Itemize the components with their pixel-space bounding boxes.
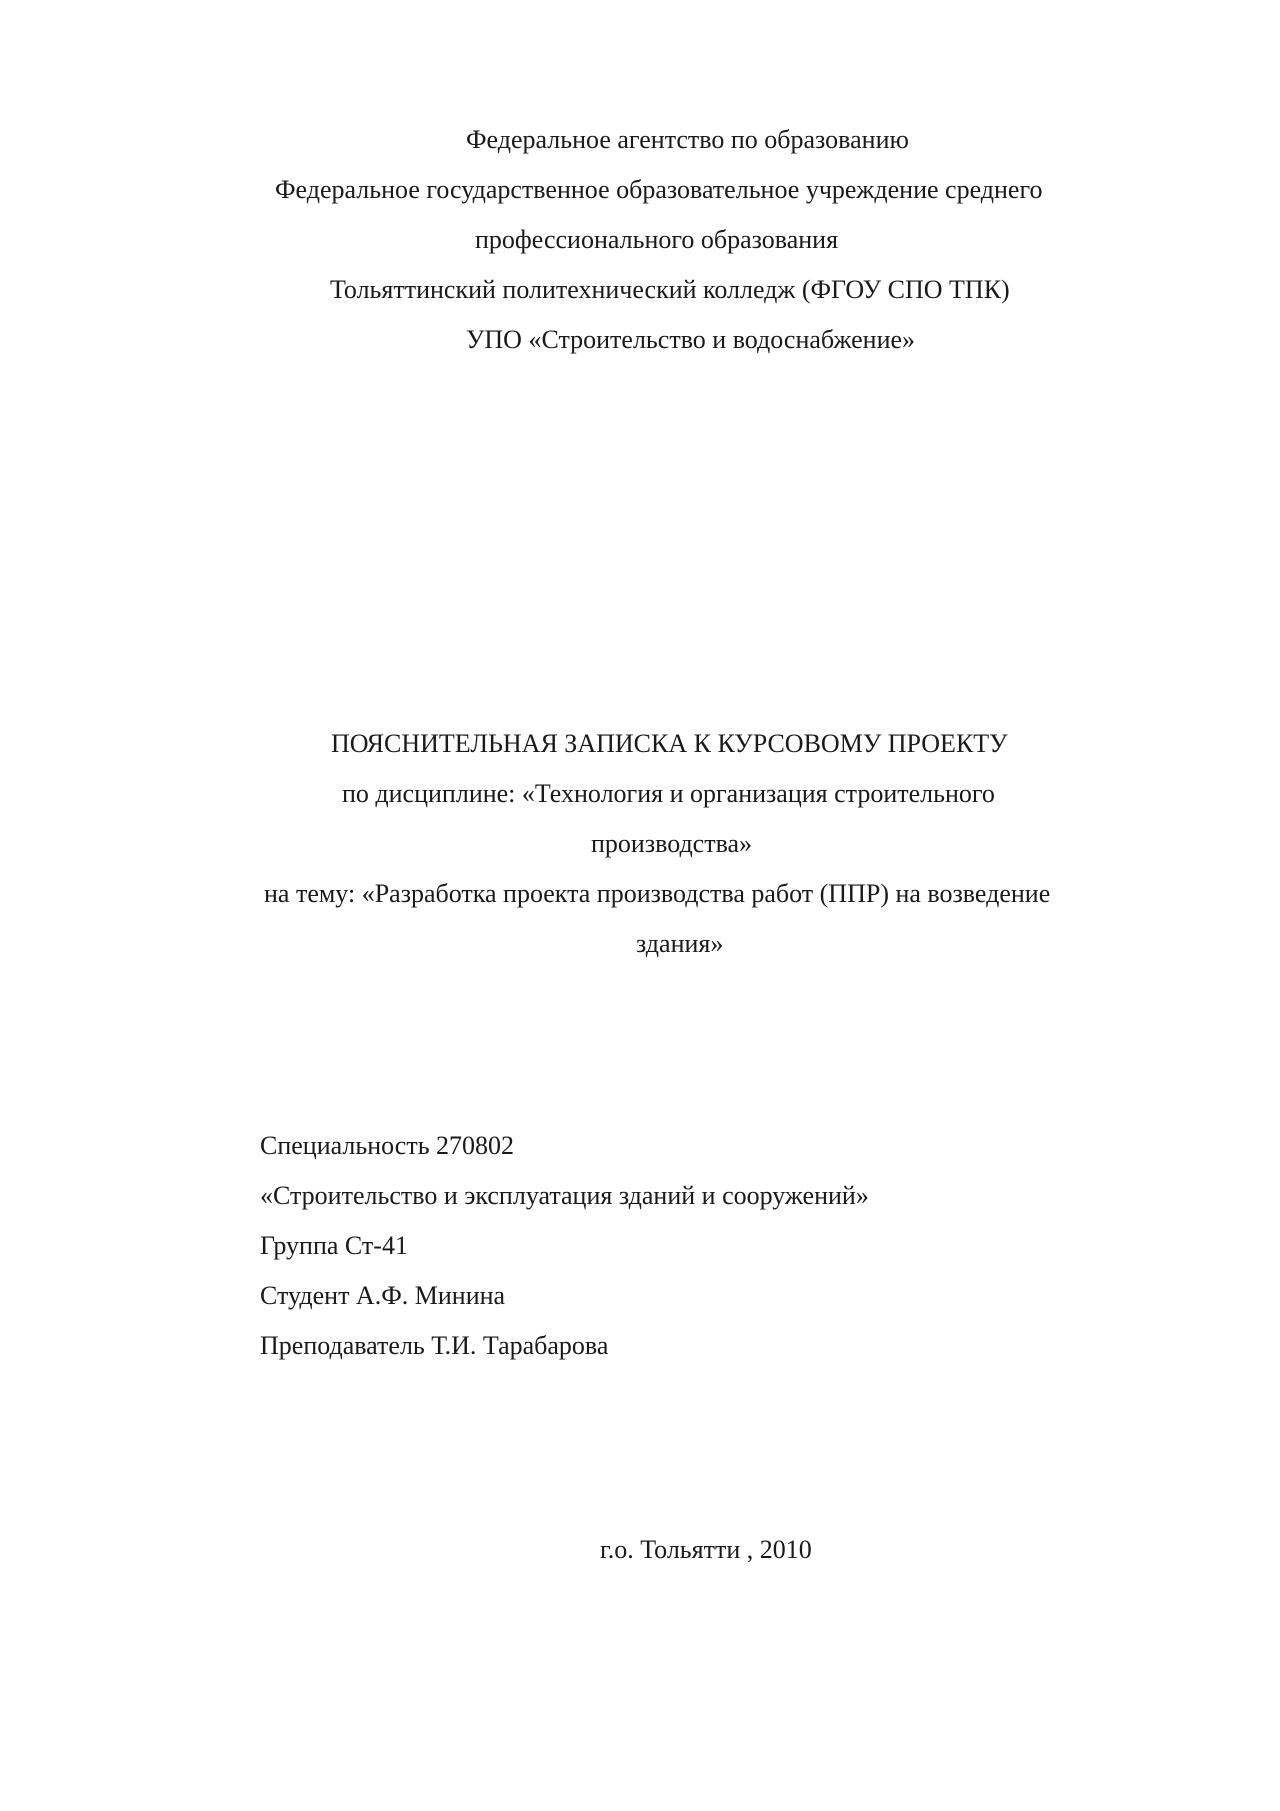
student-name: Студент А.Ф. Минина	[260, 1281, 506, 1310]
agency-name: Федеральное агентство по образованию	[466, 125, 909, 154]
institution-name-line2: профессионального образования	[475, 225, 839, 254]
city-year: г.о. Тольятти , 2010	[600, 1535, 812, 1564]
topic-line2: здания»	[636, 929, 724, 958]
topic-line1: на тему: «Разработка проекта производства работ (ППР) на возведение	[264, 879, 1051, 908]
discipline-line1: по дисциплине: «Технология и организация строительного	[342, 779, 995, 808]
discipline-line2: производства»	[591, 829, 753, 858]
specialty-name: «Строительство и эксплуатация зданий и сооружений»	[260, 1181, 869, 1210]
document-title: ПОЯСНИТЕЛЬНАЯ ЗАПИСКА К КУРСОВОМУ ПРОЕКТУ	[331, 729, 1008, 758]
student-group: Группа Ст-41	[260, 1231, 408, 1260]
teacher-name: Преподаватель Т.И. Тарабарова	[260, 1331, 609, 1360]
college-name: Тольяттинский политехнический колледж (ФГОУ СПО ТПК)	[330, 275, 1010, 304]
institution-name-line1: Федеральное государственное образовательное учреждение среднего	[275, 175, 1043, 204]
specialty-code: Специальность 270802	[260, 1131, 515, 1160]
department-name: УПО «Строительство и водоснабжение»	[466, 325, 916, 354]
